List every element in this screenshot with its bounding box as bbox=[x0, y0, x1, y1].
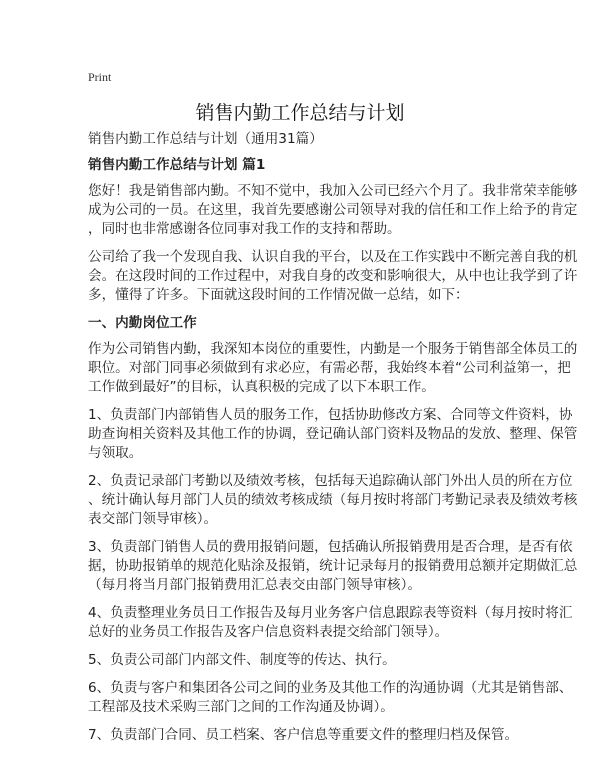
paragraph-line: 1、负责部门内部销售人员的服务工作，包括协助修改方案、合同等文件资料，协 bbox=[88, 407, 573, 423]
paragraph-line: 职位。对部门同事必须做到有求必应，有需必帮，我始终本着“公司利益第一，把 bbox=[88, 360, 571, 376]
paragraph-line: 3、负责部门销售人员的费用报销问题，包括确认所报销费用是否合理，是否有依 bbox=[88, 539, 573, 555]
paragraph-line: 表交部门领导审核）。 bbox=[88, 511, 218, 527]
paragraph-line: 、统计确认每月部门人员的绩效考核成绩（每月按时将部门考勤记录表及绩效考核 bbox=[88, 492, 578, 508]
paragraph bbox=[88, 472, 578, 529]
paragraph-line: 工程部及技术采购三部门之间的工作沟通及协调）。 bbox=[88, 699, 394, 715]
paragraph-line: 多，懂得了许多。下面就这段时间的工作情况做一总结，如下： bbox=[88, 287, 469, 303]
subheading: 一、内勤岗位工作 bbox=[88, 315, 197, 331]
paragraph bbox=[88, 182, 578, 239]
section-heading: 销售内勤工作总结与计划 篇1 bbox=[88, 157, 266, 173]
paragraph-line: 会。在这段时间的工作过程中，对我自身的改变和影响很大，从中也让我学到了许 bbox=[88, 268, 578, 284]
print-link[interactable]: Print bbox=[88, 70, 112, 84]
paragraph bbox=[88, 340, 578, 397]
paragraph bbox=[88, 679, 573, 717]
paragraph-line: 5、负责公司部门内部文件、制度等的传达、执行。 bbox=[88, 652, 396, 668]
document-title: 销售内勤工作总结与计划 bbox=[195, 102, 405, 124]
intro-section bbox=[88, 182, 578, 305]
paragraph-line: 您好！我是销售部内勤。不知不觉中，我加入公司已经六个月了。我非常荣幸能够 bbox=[88, 183, 578, 199]
document-subtitle: 销售内勤工作总结与计划（通用31篇） bbox=[88, 131, 323, 147]
paragraph-line: 据，协助报销单的规范化贴涂及报销，统计记录每月的报销费用总额并定期做汇总 bbox=[88, 558, 578, 574]
paragraph-line: 成为公司的一员。在这里，我首先要感谢公司领导对我的信任和工作上给予的肯定 bbox=[88, 202, 578, 218]
paragraph-line: ，同时也非常感谢各位同事对我工作的支持和帮助。 bbox=[88, 221, 401, 237]
paragraph-line: 总好的业务员工作报告及客户信息资料表提交给部门领导）。 bbox=[88, 624, 449, 640]
paragraph-line: 与领取。 bbox=[88, 445, 143, 461]
paragraph-line: 助查询相关资料及其他工作的协调，登记确认部门资料及物品的发放、整理、保管 bbox=[88, 426, 578, 442]
paragraph-line: 2、负责记录部门考勤以及绩效考核，包括每天追踪确认部门外出人员的所在方位 bbox=[88, 473, 573, 489]
paragraph-line: 作为公司销售内勤，我深知本岗位的重要性，内勤是一个服务于销售部全体员工的 bbox=[88, 341, 578, 357]
paragraph-line: （每月将当月部门报销费用汇总表交由部门领导审核）。 bbox=[88, 577, 422, 593]
paragraph-line: 工作做到最好”的目标，认真积极的完成了以下本职工作。 bbox=[88, 379, 435, 395]
paragraph bbox=[88, 248, 578, 305]
paragraph bbox=[88, 726, 528, 745]
paragraph bbox=[88, 538, 578, 595]
duties-section bbox=[88, 340, 578, 745]
document-body bbox=[88, 130, 578, 754]
paragraph-line: 6、负责与客户和集团各公司之间的业务及其他工作的沟通协调（尤其是销售部、 bbox=[88, 680, 573, 696]
paragraph bbox=[88, 406, 578, 463]
paragraph-line: 4、负责整理业务员日工作报告及每月业务客户信息跟踪表等资料（每月按时将汇 bbox=[88, 605, 573, 621]
paragraph-line: 公司给了我一个发现自我、认识自我的平台，以及在工作实践中不断完善自我的机 bbox=[88, 249, 578, 265]
paragraph bbox=[88, 604, 573, 642]
paragraph-line: 7、负责部门合同、员工档案、客户信息等重要文件的整理归档及保管。 bbox=[88, 727, 519, 743]
paragraph bbox=[88, 651, 528, 670]
